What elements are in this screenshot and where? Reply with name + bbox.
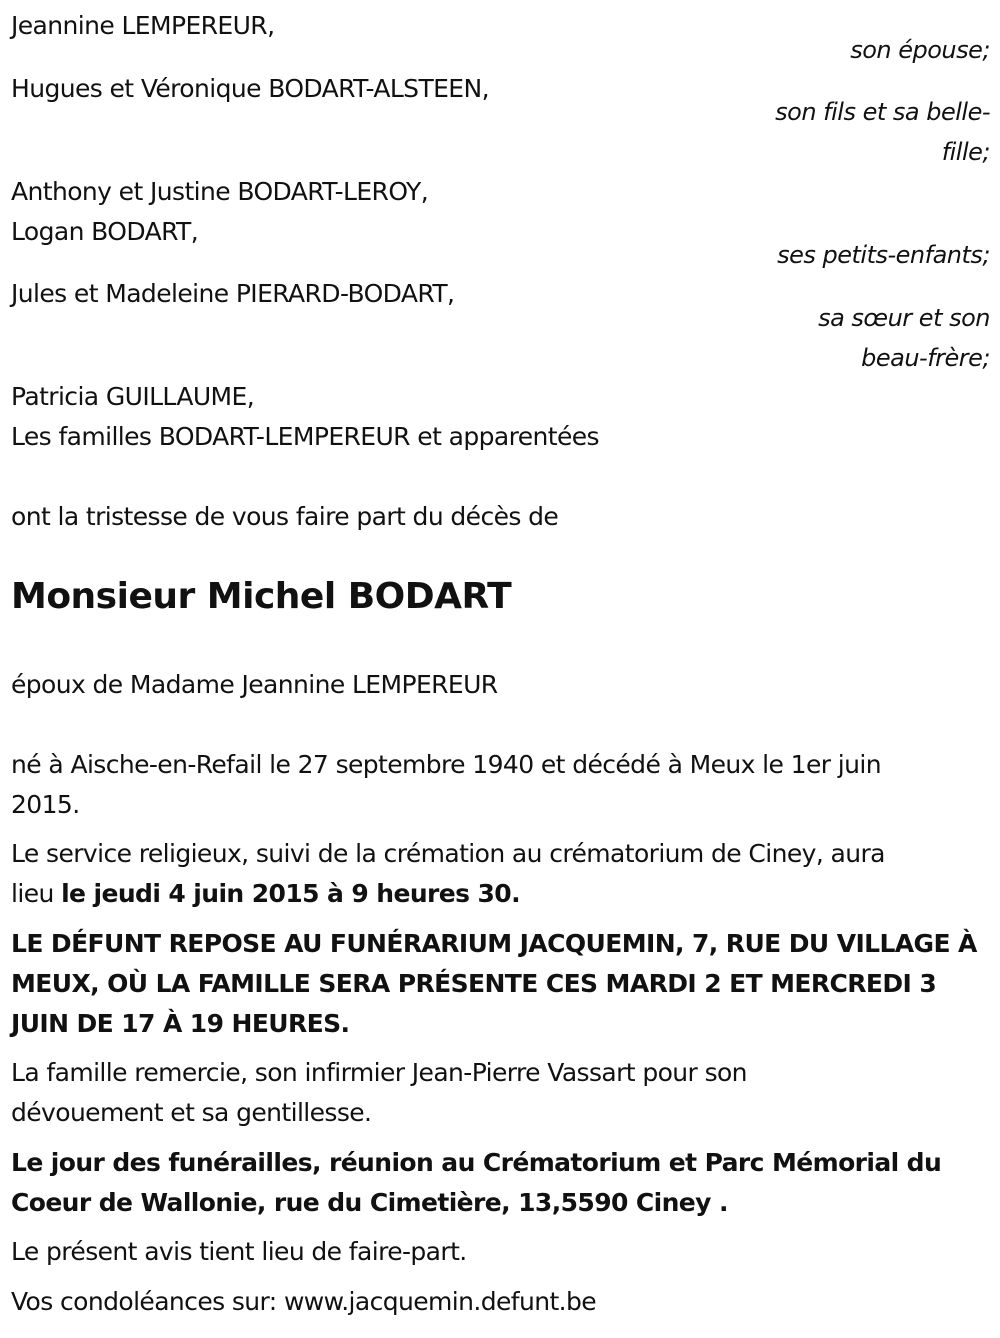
condolences-text: Vos condoléances sur: www.jacquemin.defunt.be (11, 1287, 597, 1316)
family-relation: sa sœur et son (818, 304, 990, 332)
birth-death-text: né à Aische-en-Refail le 27 septembre 1940 et décédé à Meux le 1er juin (11, 750, 881, 779)
service-date: le jeudi 4 juin 2015 à 9 heures 30. (61, 879, 520, 908)
family-names: Logan BODART, (11, 217, 199, 246)
family-relation: beau-frère; (861, 344, 990, 372)
family-relation: ses petits-enfants; (777, 241, 990, 269)
meeting-text: Coeur de Wallonie, rue du Cimetière, 13,5590 Ciney . (11, 1188, 728, 1217)
service-prefix: lieu (11, 879, 62, 908)
announcement-text: ont la tristesse de vous faire part du décès de (11, 502, 559, 531)
spouse-line: époux de Madame Jeannine LEMPEREUR (11, 670, 498, 699)
visitation-text: LE DÉFUNT REPOSE AU FUNÉRARIUM JACQUEMIN, 7, RUE DU VILLAGE À (11, 929, 977, 958)
visitation-text: JUIN DE 17 À 19 HEURES. (11, 1009, 350, 1038)
family-names: Hugues et Véronique BODART-ALSTEEN, (11, 74, 489, 103)
deceased-name: Monsieur Michel BODART (11, 576, 512, 617)
family-relation: son fils et sa belle- (775, 98, 990, 126)
thanks-text: dévouement et sa gentillesse. (11, 1098, 372, 1127)
thanks-text: La famille remercie, son infirmier Jean-Pierre Vassart pour son (11, 1058, 747, 1087)
family-names: Jeannine LEMPEREUR, (11, 11, 275, 40)
family-relation: son épouse; (850, 36, 990, 64)
family-names: Jules et Madeleine PIERARD-BODART, (11, 279, 455, 308)
family-names: Anthony et Justine BODART-LEROY, (11, 177, 429, 206)
meeting-text: Le jour des funérailles, réunion au Crématorium et Parc Mémorial du (11, 1148, 942, 1177)
notice-text: Le présent avis tient lieu de faire-part. (11, 1237, 467, 1266)
family-names: Patricia GUILLAUME, (11, 382, 255, 411)
service-text: Le service religieux, suivi de la crémation au crématorium de Ciney, aura (11, 839, 885, 868)
service-text (11, 874, 520, 914)
visitation-text: MEUX, OÙ LA FAMILLE SERA PRÉSENTE CES MARDI 2 ET MERCREDI 3 (11, 969, 937, 998)
family-relation: fille; (941, 138, 990, 166)
birth-death-text: 2015. (11, 790, 80, 819)
family-names: Les familles BODART-LEMPEREUR et apparentées (11, 422, 599, 451)
